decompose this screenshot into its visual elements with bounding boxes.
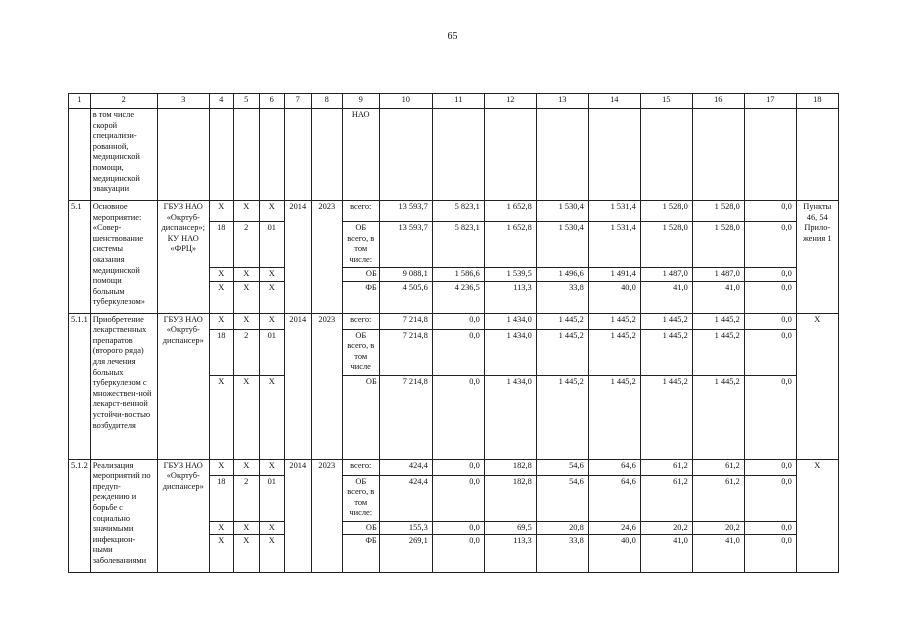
value-cell: 41,0 (692, 535, 744, 573)
table-row (69, 109, 839, 201)
code-cell: 18 (209, 329, 233, 375)
code-cell: Х (233, 313, 259, 329)
value-cell: 20,2 (692, 521, 744, 535)
code-cell: Х (259, 375, 284, 459)
value-cell: 64,6 (588, 459, 640, 475)
code-cell: Х (209, 201, 233, 222)
value-cell: 0,0 (744, 268, 796, 282)
value-cell: 1 528,0 (692, 222, 744, 268)
year-start: 2014 (284, 459, 311, 573)
value-cell: 424,4 (379, 459, 432, 475)
total-label: всего: (342, 313, 379, 329)
executor: ГБУЗ НАО «Окртуб-диспансер» (157, 459, 209, 573)
value-cell: 41,0 (640, 281, 692, 313)
value-cell: 33,8 (536, 281, 588, 313)
value-cell: 1 652,8 (484, 222, 536, 268)
value-cell: 41,0 (640, 535, 692, 573)
fb-label: ФБ (342, 281, 379, 313)
ob-label: ОБ (342, 375, 379, 459)
value-cell: 0,0 (744, 459, 796, 475)
value-cell: 1 586,6 (432, 268, 484, 282)
value-cell: 13 593,7 (379, 222, 432, 268)
code-cell: Х (259, 201, 284, 222)
col-header: 8 (311, 94, 342, 109)
value-cell: 0,0 (744, 281, 796, 313)
col-header: 1 (69, 94, 91, 109)
total-label: всего: (342, 459, 379, 475)
ob-total-label: ОБ всего, в том числе (342, 329, 379, 375)
code-cell: Х (259, 268, 284, 282)
code-cell: 2 (233, 222, 259, 268)
ob-label: ОБ (342, 268, 379, 282)
value-cell: 7 214,8 (379, 329, 432, 375)
value-cell: 1 528,0 (692, 201, 744, 222)
page-number: 65 (447, 31, 458, 42)
value-cell: 13 593,7 (379, 201, 432, 222)
value-cell: 1 445,2 (640, 375, 692, 459)
col-header: 16 (692, 94, 744, 109)
col-header: 15 (640, 94, 692, 109)
col-header: 4 (209, 94, 233, 109)
year-start: 2014 (284, 201, 311, 314)
value-cell: 61,2 (692, 459, 744, 475)
code-cell: Х (233, 459, 259, 475)
year-end: 2023 (311, 459, 342, 573)
value-cell: 0,0 (744, 475, 796, 521)
value-cell: 61,2 (640, 459, 692, 475)
value-cell: 1 491,4 (588, 268, 640, 282)
col-header: 6 (259, 94, 284, 109)
note: Х (796, 459, 838, 573)
section-number: 5.1.2 (69, 459, 91, 573)
code-cell: Х (259, 313, 284, 329)
value-cell: 0,0 (432, 313, 484, 329)
measure-name: Основное мероприятие: «Совер-шенствование системы оказания медицинской помощи больным туберкулезом» (90, 201, 157, 314)
value-cell: 0,0 (432, 329, 484, 375)
value-cell: 1 445,2 (588, 329, 640, 375)
code-cell: Х (209, 313, 233, 329)
funding-label: НАО (342, 109, 379, 201)
code-cell: 01 (259, 222, 284, 268)
value-cell: 0,0 (744, 535, 796, 573)
budget-table (68, 93, 839, 573)
code-cell: Х (209, 535, 233, 573)
value-cell: 113,3 (484, 535, 536, 573)
value-cell: 1 531,4 (588, 201, 640, 222)
value-cell: 1 530,4 (536, 201, 588, 222)
note: Пункты 46, 54 Прило-жения 1 (796, 201, 838, 314)
value-cell: 5 823,1 (432, 201, 484, 222)
value-cell: 4 236,5 (432, 281, 484, 313)
value-cell: 1 445,2 (536, 375, 588, 459)
value-cell: 0,0 (432, 375, 484, 459)
code-cell: 01 (259, 475, 284, 521)
value-cell: 54,6 (536, 475, 588, 521)
code-cell: Х (209, 281, 233, 313)
code-cell: 2 (233, 329, 259, 375)
value-cell: 0,0 (432, 459, 484, 475)
code-cell: Х (209, 375, 233, 459)
value-cell: 7 214,8 (379, 313, 432, 329)
value-cell: 33,8 (536, 535, 588, 573)
value-cell: 1 528,0 (640, 222, 692, 268)
value-cell: 1 528,0 (640, 201, 692, 222)
value-cell: 1 531,4 (588, 222, 640, 268)
value-cell: 0,0 (744, 313, 796, 329)
value-cell: 1 496,6 (536, 268, 588, 282)
value-cell: 113,3 (484, 281, 536, 313)
year-end: 2023 (311, 201, 342, 314)
value-cell: 1 652,8 (484, 201, 536, 222)
code-cell: 18 (209, 475, 233, 521)
year-start: 2014 (284, 313, 311, 459)
value-cell: 20,2 (640, 521, 692, 535)
value-cell: 1 445,2 (640, 313, 692, 329)
col-header: 17 (744, 94, 796, 109)
col-header: 14 (588, 94, 640, 109)
value-cell: 1 487,0 (640, 268, 692, 282)
total-label: всего: (342, 201, 379, 222)
value-cell: 182,8 (484, 475, 536, 521)
section-number: 5.1.1 (69, 313, 91, 459)
value-cell: 1 539,5 (484, 268, 536, 282)
value-cell: 1 445,2 (536, 329, 588, 375)
col-header: 2 (90, 94, 157, 109)
code-cell: Х (209, 268, 233, 282)
value-cell: 1 445,2 (640, 329, 692, 375)
value-cell: 0,0 (744, 329, 796, 375)
code-cell: Х (259, 281, 284, 313)
note: Х (796, 313, 838, 459)
value-cell: 155,3 (379, 521, 432, 535)
column-number-row (69, 94, 839, 109)
value-cell: 1 530,4 (536, 222, 588, 268)
section-number: 5.1 (69, 201, 91, 314)
code-cell: 2 (233, 475, 259, 521)
value-cell: 41,0 (692, 281, 744, 313)
col-header: 12 (484, 94, 536, 109)
table-row (69, 313, 839, 329)
value-cell: 61,2 (692, 475, 744, 521)
value-cell: 0,0 (432, 475, 484, 521)
col-header: 18 (796, 94, 838, 109)
value-cell: 1 445,2 (588, 375, 640, 459)
ob-label: ОБ (342, 521, 379, 535)
col-header: 13 (536, 94, 588, 109)
value-cell: 1 445,2 (692, 375, 744, 459)
value-cell: 1 445,2 (536, 313, 588, 329)
col-header: 10 (379, 94, 432, 109)
value-cell: 1 445,2 (588, 313, 640, 329)
value-cell: 9 088,1 (379, 268, 432, 282)
value-cell: 0,0 (744, 375, 796, 459)
code-cell: Х (259, 535, 284, 573)
col-header: 11 (432, 94, 484, 109)
value-cell: 61,2 (640, 475, 692, 521)
value-cell: 1 434,0 (484, 313, 536, 329)
code-cell: Х (233, 268, 259, 282)
measure-name: Приобретение лекарственных препаратов (второго ряда) для лечения больных туберкулезом с множествен-ной лекарст-венной устойчи-востью возбудителя (90, 313, 157, 459)
value-cell: 24,6 (588, 521, 640, 535)
table-row (69, 201, 839, 222)
value-cell: 40,0 (588, 535, 640, 573)
code-cell: 18 (209, 222, 233, 268)
code-cell: Х (259, 459, 284, 475)
code-cell: Х (233, 201, 259, 222)
value-cell: 7 214,8 (379, 375, 432, 459)
code-cell: Х (233, 375, 259, 459)
value-cell: 0,0 (744, 222, 796, 268)
value-cell: 1 445,2 (692, 313, 744, 329)
code-cell: Х (209, 459, 233, 475)
code-cell: Х (259, 521, 284, 535)
col-header: 9 (342, 94, 379, 109)
col-header: 3 (157, 94, 209, 109)
code-cell: Х (233, 535, 259, 573)
value-cell: 0,0 (432, 535, 484, 573)
code-cell: Х (233, 521, 259, 535)
measure-name: Реализация мероприятий по предуп-реждению и борьбе с социально значимыми инфекцион-ными заболеваниями (90, 459, 157, 573)
value-cell: 1 487,0 (692, 268, 744, 282)
value-cell: 20,8 (536, 521, 588, 535)
ob-total-label: ОБ всего, в том числе: (342, 475, 379, 521)
value-cell: 54,6 (536, 459, 588, 475)
value-cell: 64,6 (588, 475, 640, 521)
value-cell: 1 445,2 (692, 329, 744, 375)
executor: ГБУЗ НАО «Окртуб-диспансер»; КУ НАО «ФРЦ» (157, 201, 209, 314)
value-cell: 69,5 (484, 521, 536, 535)
fb-label: ФБ (342, 535, 379, 573)
value-cell: 424,4 (379, 475, 432, 521)
code-cell: Х (209, 521, 233, 535)
year-end: 2023 (311, 313, 342, 459)
value-cell: 182,8 (484, 459, 536, 475)
code-cell: 01 (259, 329, 284, 375)
value-cell: 269,1 (379, 535, 432, 573)
value-cell: 0,0 (432, 521, 484, 535)
code-cell: Х (233, 281, 259, 313)
col-header: 7 (284, 94, 311, 109)
value-cell: 1 434,0 (484, 375, 536, 459)
value-cell: 5 823,1 (432, 222, 484, 268)
col-header: 5 (233, 94, 259, 109)
value-cell: 0,0 (744, 521, 796, 535)
ob-total-label: ОБ всего, в том числе: (342, 222, 379, 268)
executor: ГБУЗ НАО «Окртуб-диспансер» (157, 313, 209, 459)
value-cell: 0,0 (744, 201, 796, 222)
value-cell: 4 505,6 (379, 281, 432, 313)
value-cell: 1 434,0 (484, 329, 536, 375)
table-row (69, 459, 839, 475)
measure-name: в том числе скорой специализи-рованной, медицинской помощи, медицинской эвакуации (90, 109, 157, 201)
value-cell: 40,0 (588, 281, 640, 313)
